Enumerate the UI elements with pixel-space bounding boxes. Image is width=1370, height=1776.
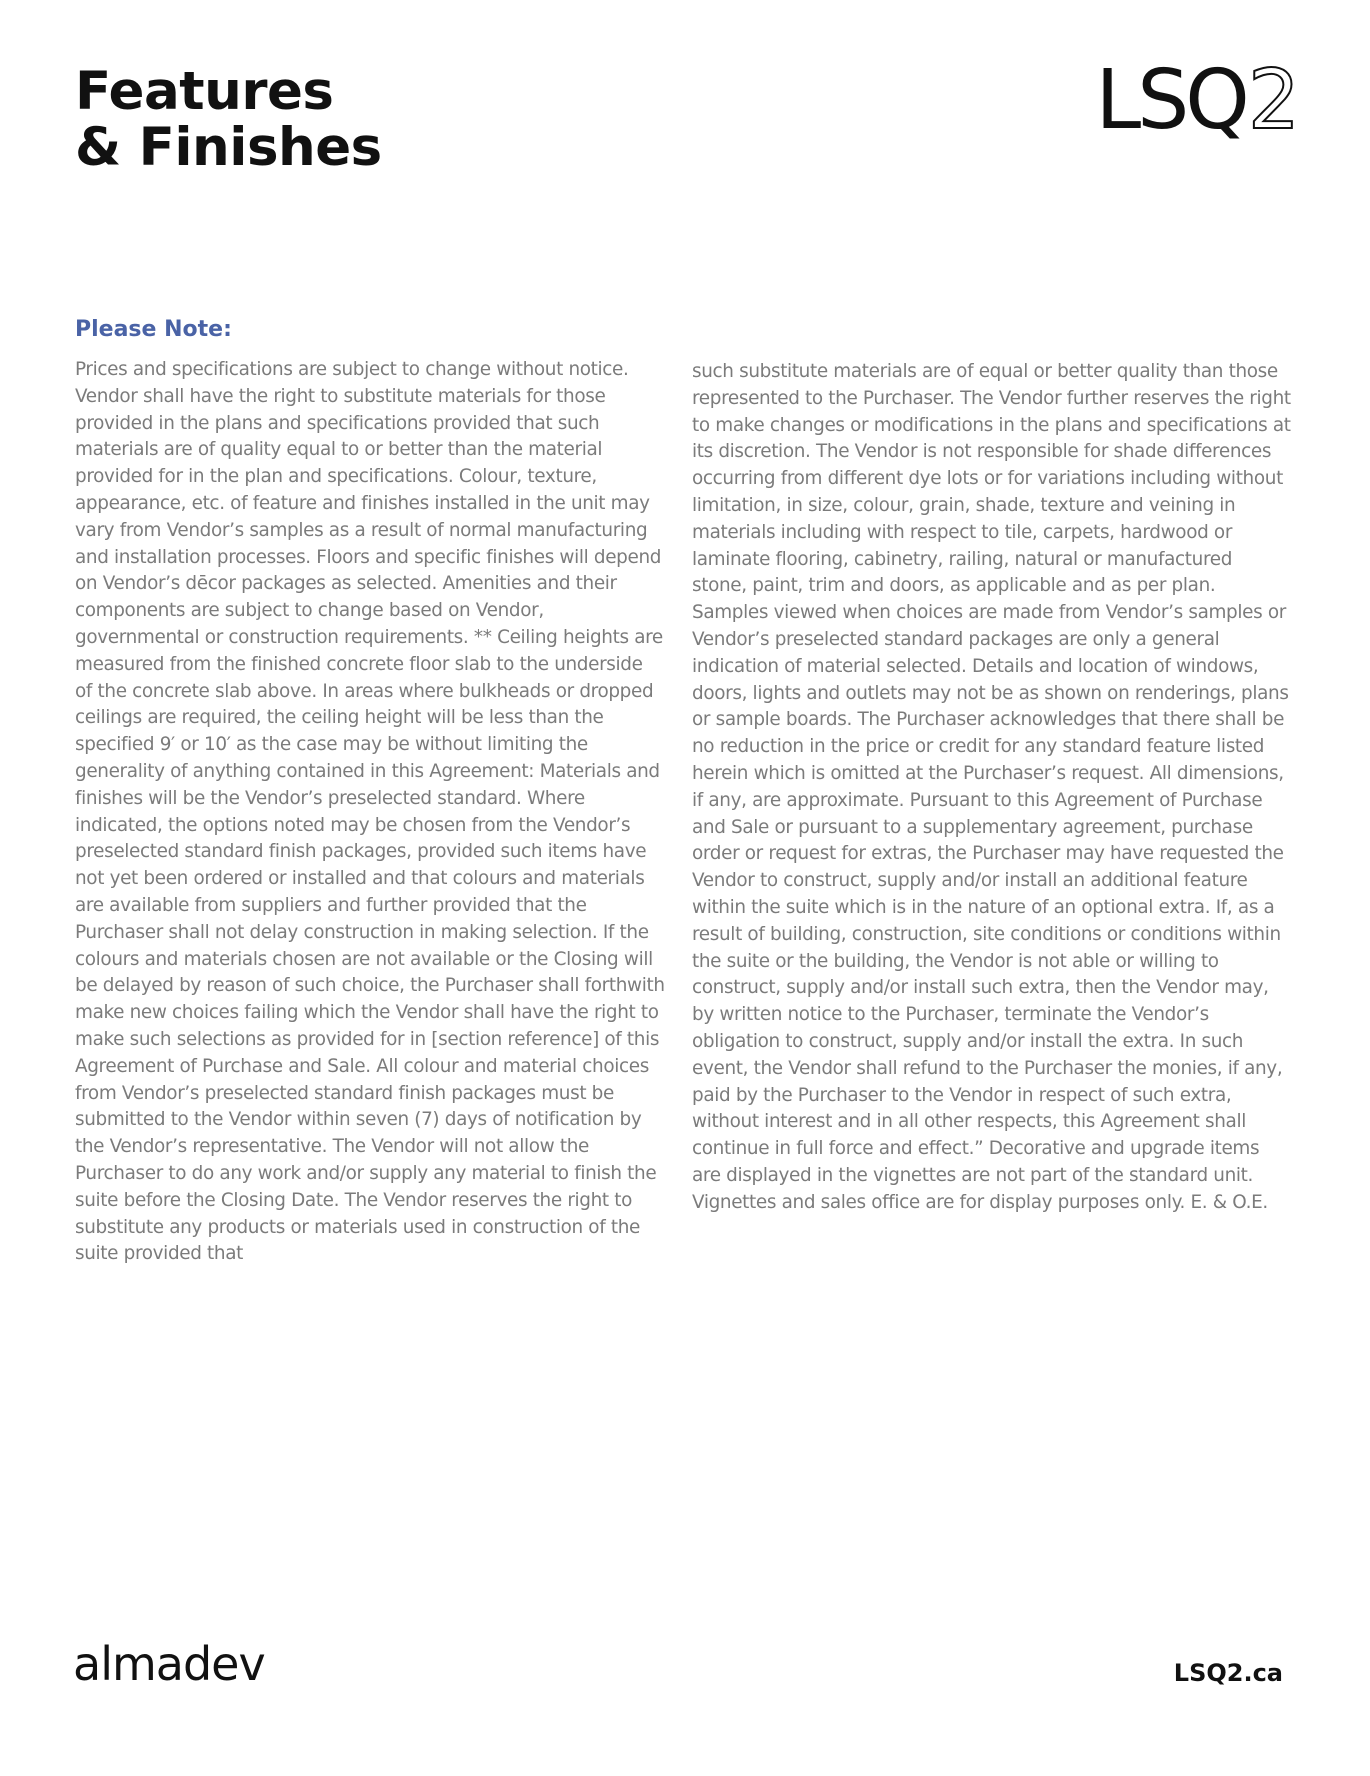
note-heading: Please Note: xyxy=(75,317,232,342)
page-title xyxy=(75,61,382,178)
page-title-line-1: Features xyxy=(75,61,334,122)
website-url: LSQ2.ca xyxy=(1173,1659,1283,1687)
lsq2-logo-letters: LSQ xyxy=(1095,53,1246,148)
note-text-column-2: such substitute materials are of equal or better quality than those represented to the Purchaser. The Vendor further reserves the right to make changes or modifications in the plans and specifications at its discretion. The Vendor is not responsible for shade differences occurring from different dye lots or for variations including without limitation, in size, colour, grain, shade, texture and veining in materials including with respect to tile, carpets, hardwood or laminate flooring, cabinetry, railing, natural or manufactured stone, paint, trim and doors, as applicable and as per plan. Samples viewed when choices are made from Vendor’s samples or Vendor’s preselected standard packages are only a general indication of material selected. Details and location of windows, doors, lights and outlets may not be as shown on renderings, plans or sample boards. The Purchaser acknowledges that there shall be no reduction in the price or credit for any standard feature listed herein which is omitted at the Purchaser’s request. All dimensions, if any, are approximate. Pursuant to this Agreement of Purchase and Sale or pursuant to a supplementary agreement, purchase order or request for extras, the Purchaser may have requested the Vendor to construct, supply and/or install an additional feature within the suite which is in the nature of an optional extra. If, as a result of building, construction, site conditions or conditions within the suite or the building, the Vendor is not able or willing to construct, supply and/or install such extra, then the Vendor may, by written notice to the Purchaser, terminate the Vendor’s obligation to construct, supply and/or install the extra. In such event, the Vendor shall refund to the Purchaser the monies, if any, paid by the Purchaser to the Vendor in respect of such extra, without interest and in all other respects, this Agreement shall continue in full force and effect.” Decorative and upgrade items are displayed in the vignettes are not part of the standard unit. Vignettes and sales office are for display purposes only. E. & O.E. xyxy=(692,361,1291,1213)
lsq2-logo xyxy=(1095,53,1300,148)
note-text-column-1: Prices and specifications are subject to change without notice. Vendor shall have the right to substitute materials for those provided in the plans and specifications provided that such materials are of quality equal to or better than the material provided for in the plan and specifications. Colour, texture, appearance, etc. of feature and finishes installed in the unit may vary from Vendor’s samples as a result of normal manufacturing and installation processes. Floors and specific finishes will depend on Vendor’s dēcor packages as selected. Amenities and their components are subject to change based on Vendor, governmental or construction requirements. ** Ceiling heights are measured from the finished concrete floor slab to the underside of the concrete slab above. In areas where bulkheads or dropped ceilings are required, the ceiling height will be less than the specified 9′ or 10′ as the case may be without limiting the generality of anything contained in this Agreement: Materials and finishes will be the Vendor’s preselected standard. Where indicated, the options noted may be chosen from the Vendor’s preselected standard finish packages, provided such items have not yet been ordered or installed and that colours and materials are available from suppliers and further provided that the Purchaser shall not delay construction in making selection. If the colours and materials chosen are not available or the Closing will be delayed by reason of such choice, the Purchaser shall forthwith make new choices failing which the Vendor shall have the right to make such selections as provided for in [section reference] of this Agreement of Purchase and Sale. All colour and material choices from Vendor’s preselected standard finish packages must be submitted to the Vendor within seven (7) days of notification by the Vendor’s representative. The Vendor will not allow the Purchaser to do any work and/or supply any material to finish the suite before the Closing Date. The Vendor reserves the right to substitute any products or materials used in construction of the suite provided that xyxy=(75,359,665,1265)
almadev-logo: almadev xyxy=(73,1637,265,1691)
page-title-line-2: & Finishes xyxy=(75,117,382,178)
lsq2-logo-number: 2 xyxy=(1247,53,1300,148)
